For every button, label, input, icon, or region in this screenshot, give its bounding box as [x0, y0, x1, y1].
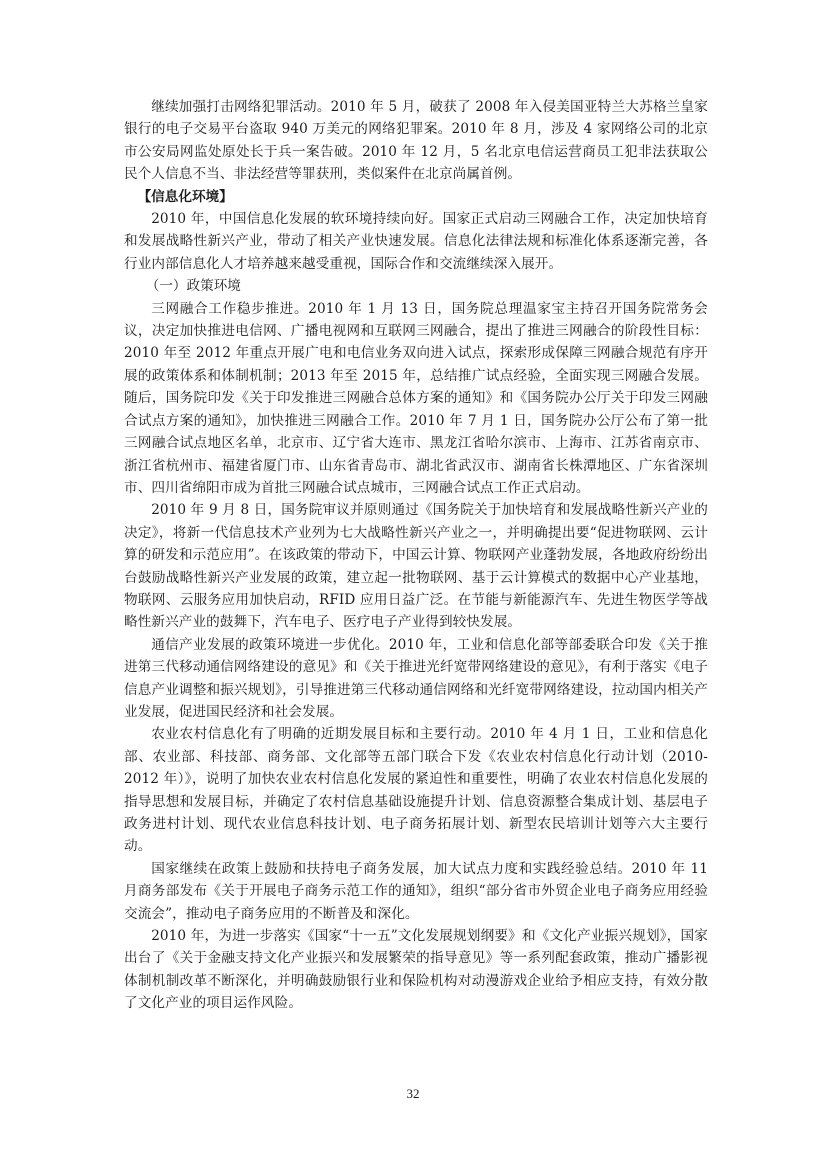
document-body: [124, 96, 708, 1015]
paragraph-strategic-emerging-industries: 2010 年 9 月 8 日，国务院审议并原则通过《国务院关于加快培育和发展战略性新兴产业的决定》，将新一代信息技术产业列为七大战略性新兴产业之一，并明确提出要“促进物联网、云计算的研发和示范应用”。在该政策的带动下，中国云计算、物联网产业蓬勃发展，各地政府纷纷出台鼓励战略性新兴产业发展的政策，建立起一批物联网、基于云计算模式的数据中心产业基地，物联网、云服务应用加快启动，RFID 应用日益广泛。在节能与新能源汽车、先进生物医学等战略性新兴产业的鼓舞下，汽车电子、医疗电子产业得到较快发展。: [124, 502, 708, 631]
page-number: 32: [406, 1086, 420, 1101]
paragraph-three-network-convergence: 三网融合工作稳步推进。2010 年 1 月 13 日，国务院总理温家宝主持召开国务院常务会议，决定加快推进电信网、广播电视网和互联网三网融合，提出了推进三网融合的阶段性目标：2010 年至 2012 年重点开展广电和电信业务双向进入试点，探索形成保障三网融合规范有序开展的政策体系和体制机制；2013 年至 2015 年，总结推广试点经验，全面实现三网融合发展。随后，国务院印发《关于印发推进三网融合总体方案的通知》和《国务院办公厅关于印发三网融合试点方案的通知》，加快推进三网融合工作。2010 年 7 月 1 日，国务院办公厅公布了第一批三网融合试点地区名单，北京市、辽宁省大连市、黑龙江省哈尔滨市、上海市、江苏省南京市、浙江省杭州市、福建省厦门市、山东省青岛市、湖北省武汉市、湖南省长株潭地区、广东省深圳市、四川省绵阳市成为首批三网融合试点城市，三网融合试点工作正式启动。: [124, 300, 708, 496]
section-heading-informatization-environment: 【信息化环境】: [137, 188, 233, 205]
paragraph-environment-overview: 2010 年，中国信息化发展的软环境持续向好。国家正式启动三网融合工作，决定加快培育和发展战略性新兴产业，带动了相关产业快速发展。信息化法律法规和标准化体系逐渐完善，各行业内部信息化人才培养越来越受重视，国际合作和交流继续深入展开。: [124, 211, 708, 272]
sub-heading-policy-environment: （一）政策环境: [145, 278, 241, 295]
paragraph-cybercrime: 继续加强打击网络犯罪活动。2010 年 5 月，破获了 2008 年入侵美国亚特兰大苏格兰皇家银行的电子交易平台盗取 940 万美元的网络犯罪案。2010 年 8 月，涉及 4 家网络公司的北京市公安局网监处原处长于兵一案告破。2010 年 12 月，5 名北京电信运营商员工犯非法获取公民个人信息不当、非法经营等罪获刑，类似案件在北京尚属首例。: [124, 99, 708, 183]
paragraph-cultural-industry: 2010 年，为进一步落实《国家“十一五”文化发展规划纲要》和《文化产业振兴规划》，国家出台了《关于金融支持文化产业振兴和发展繁荣的指导意见》等一系列配套政策，推动广播影视体制机制改革不断深化，并明确鼓励银行业和保险机构对动漫游戏企业给予相应支持，有效分散了文化产业的项目运作风险。: [124, 928, 708, 1012]
paragraph-rural-informatization: 农业农村信息化有了明确的近期发展目标和主要行动。2010 年 4 月 1 日，工业和信息化部、农业部、科技部、商务部、文化部等五部门联合下发《农业农村信息化行动计划（2010-2012 年）》，说明了加快农业农村信息化发展的紧迫性和重要性，明确了农业农村信息化发展的指导思想和发展目标，并确定了农村信息基础设施提升计划、信息资源整合集成计划、基层电子政务进村计划、现代农业信息科技计划、电子商务拓展计划、新型农民培训计划等六大主要行动。: [124, 726, 708, 855]
paragraph-e-commerce: 国家继续在政策上鼓励和扶持电子商务发展，加大试点力度和实践经验总结。2010 年 11 月商务部发布《关于开展电子商务示范工作的通知》，组织“部分省市外贸企业电子商务应用经验交流会”，推动电子商务应用的不断普及和深化。: [124, 860, 708, 922]
paragraph-telecom-policy: 通信产业发展的政策环境进一步优化。2010 年，工业和信息化部等部委联合印发《关于推进第三代移动通信网络建设的意见》和《关于推进光纤宽带网络建设的意见》，有利于落实《电子信息产业调整和振兴规划》，引导推进第三代移动通信网络和光纤宽带网络建设，拉动国内相关产业发展，促进国民经济和社会发展。: [124, 636, 708, 720]
